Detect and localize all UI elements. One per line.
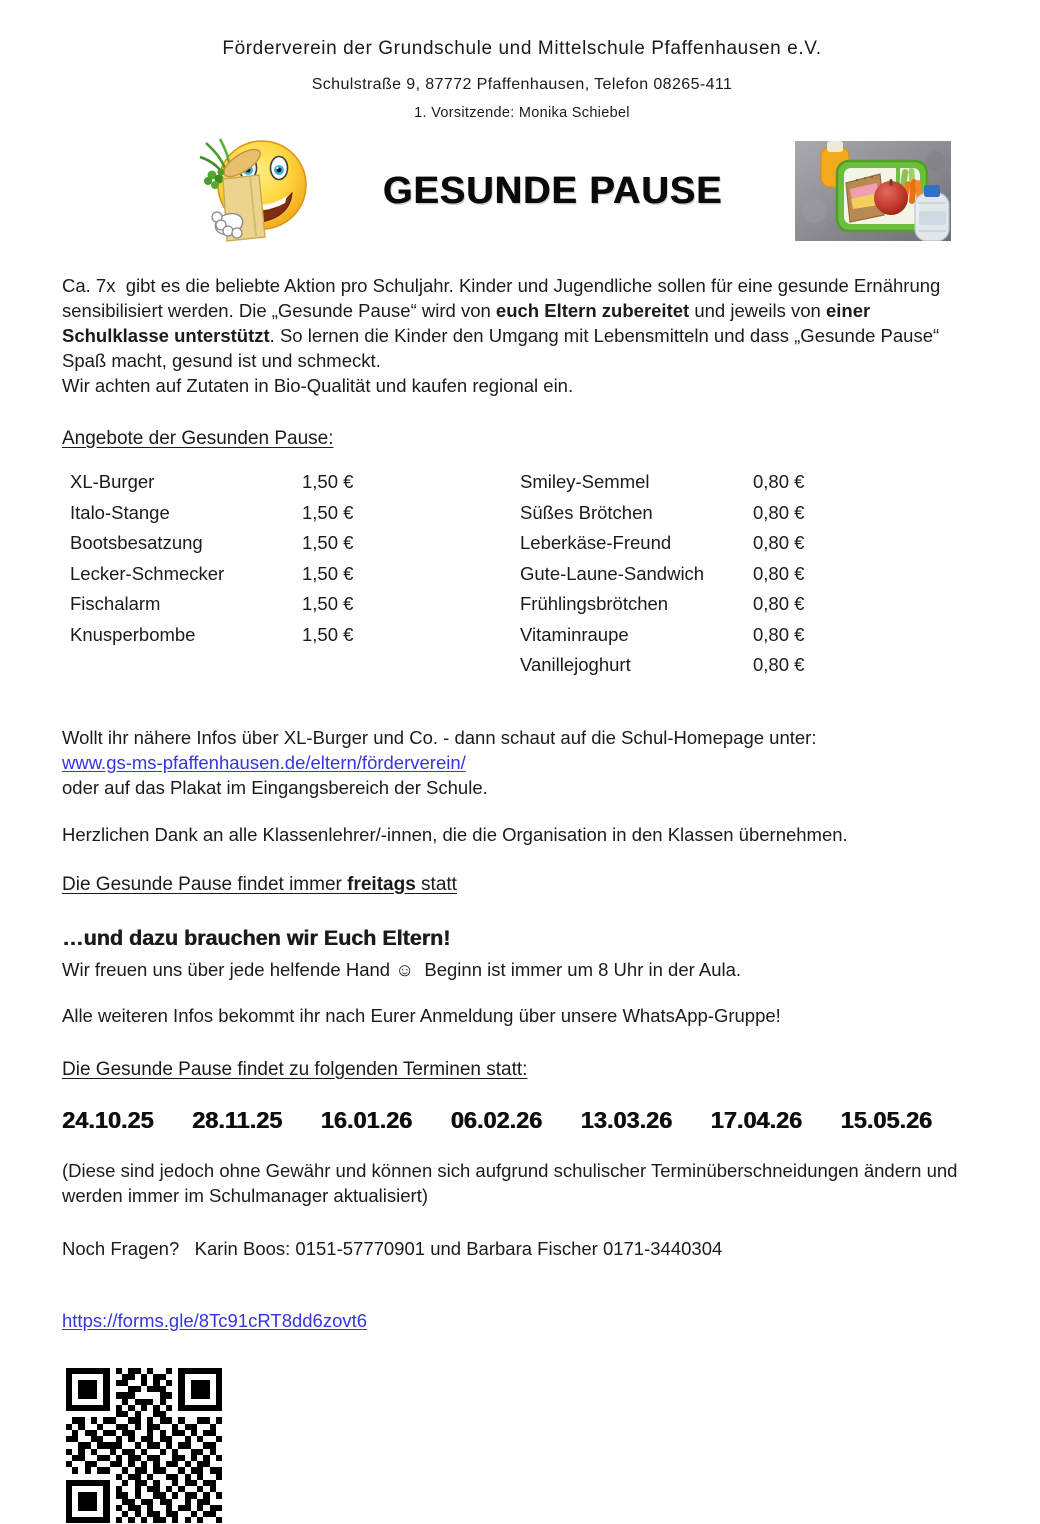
- parents-call-line: Wir freuen uns über jede helfende Hand ☺ Beginn ist immer um 8 Uhr in der Aula.: [62, 958, 742, 980]
- offer-item-name: Lecker-Schmecker: [70, 562, 225, 584]
- page-title: GESUNDE PAUSE: [382, 169, 723, 212]
- date-item: 28.11.25: [191, 1106, 283, 1133]
- association-name: Förderverein der Grundschule und Mittelschule Pfaffenhausen e.V.: [222, 38, 822, 59]
- association-address: Schulstraße 9, 87772 Pfaffenhausen, Telefon 08265-411: [311, 76, 733, 93]
- smiley-right-eye: [271, 157, 288, 180]
- date-item: 13.03.26: [580, 1106, 673, 1133]
- offer-item-price: 0,80 €: [753, 654, 805, 676]
- intro-paragraph: [62, 273, 982, 398]
- school-homepage-link[interactable]: www.gs-ms-pfaffenhausen.de/eltern/förderverein/: [62, 751, 466, 773]
- homepage-info-line-2: oder auf das Plakat im Eingangsbereich der Schule.: [62, 776, 488, 798]
- offers-heading: Angebote der Gesunden Pause:: [62, 428, 334, 449]
- offer-item-price: 0,80 €: [753, 532, 805, 554]
- date-item: 16.01.26: [320, 1106, 413, 1133]
- parents-call-heading: …und dazu brauchen wir Euch Eltern!: [62, 925, 451, 950]
- qr-code: [66, 1368, 222, 1524]
- offer-item-price: 0,80 €: [753, 501, 805, 523]
- offer-item-price: 1,50 €: [302, 501, 354, 523]
- apple: [874, 181, 908, 215]
- homepage-info-line-1: Wollt ihr nähere Infos über XL-Burger und Co. - dann schaut auf die Schul-Homepage unter:: [62, 726, 817, 748]
- offer-item-name: Smiley-Semmel: [520, 471, 650, 493]
- offer-item-name: Knusperbombe: [70, 623, 196, 645]
- offer-item-name: Fischalarm: [70, 593, 161, 615]
- offer-item-price: 0,80 €: [753, 623, 805, 645]
- offer-item-price: 1,50 €: [302, 623, 354, 645]
- date-item: 06.02.26: [450, 1106, 543, 1133]
- offer-item-name: Italo-Stange: [70, 501, 170, 523]
- offer-item-name: XL-Burger: [70, 471, 155, 493]
- date-item: 24.10.25: [62, 1106, 154, 1133]
- offer-item-name: Vitaminraupe: [520, 623, 629, 645]
- intro-bold-1: euch Eltern zubereitet: [495, 300, 690, 321]
- friday-text-1: Die Gesunde Pause findet immer: [62, 873, 348, 895]
- offer-item-price: 1,50 €: [302, 532, 354, 554]
- intro-text-2: und jeweils von: [689, 300, 826, 321]
- offer-item-price: 1,50 €: [302, 593, 354, 615]
- offer-item-name: Leberkäse-Freund: [520, 532, 672, 554]
- date-item: 15.05.26: [840, 1106, 932, 1133]
- date-item: 17.04.26: [710, 1106, 803, 1133]
- offer-item-name: Frühlingsbrötchen: [520, 593, 669, 615]
- friday-bold: freitags: [347, 873, 416, 895]
- offer-item-name: Vanillejoghurt: [520, 654, 631, 676]
- offer-item-price: 0,80 €: [753, 562, 805, 584]
- signup-form-link[interactable]: https://forms.gle/8Tc91cRT8dd6zovt6: [62, 1309, 368, 1331]
- intro-bold-2: einer Schulklasse unterstützt: [62, 300, 876, 346]
- offer-item-name: Bootsbesatzung: [70, 532, 203, 554]
- friday-text-2: statt: [415, 873, 457, 895]
- lunchbox-photo-image: [795, 141, 951, 241]
- dates-row: [62, 1107, 932, 1134]
- offers-table: [70, 467, 982, 681]
- offer-item-name: Gute-Laune-Sandwich: [520, 562, 705, 584]
- offer-item-price: 1,50 €: [302, 471, 354, 493]
- dates-disclaimer: (Diese sind jedoch ohne Gewähr und können sich aufgrund schulischer Terminüberschneidungen ändern und werden immer im Schulmanager aktualisiert): [62, 1159, 958, 1206]
- contact-line: Noch Fragen? Karin Boos: 0151-57770901 und Barbara Fischer 0171-3440304: [62, 1237, 723, 1259]
- intro-text-1: Ca. 7x gibt es die beliebte Aktion pro Schuljahr. Kinder und Jugendliche sollen für eine gesunde Ernährung sensibilisiert werden. Die „Gesunde Pause“ wird von: [62, 275, 946, 321]
- whatsapp-line: Alle weiteren Infos bekommt ihr nach Eurer Anmeldung über unsere WhatsApp-Gruppe!: [62, 1004, 781, 1026]
- smiley-grocery-image: [192, 135, 310, 247]
- intro-text-3: . So lernen die Kinder den Umgang mit Lebensmitteln und dass „Gesunde Pause“ Spaß macht, gesund ist und schmeckt.: [62, 325, 945, 371]
- offer-item-price: 0,80 €: [753, 593, 805, 615]
- friday-heading: [62, 874, 457, 896]
- banner: [62, 135, 982, 247]
- thanks-line: Herzlichen Dank an alle Klassenlehrer/-innen, die die Organisation in den Klassen übernehmen.: [62, 823, 848, 845]
- offer-item-price: 0,80 €: [753, 471, 805, 493]
- homepage-info: [62, 725, 982, 800]
- offer-item-name: Süßes Brötchen: [520, 501, 653, 523]
- offer-item-price: 1,50 €: [302, 562, 354, 584]
- dates-heading: Die Gesunde Pause findet zu folgenden Terminen statt:: [62, 1058, 528, 1080]
- intro-line-2: Wir achten auf Zutaten in Bio-Qualität und kaufen regional ein.: [62, 375, 574, 396]
- association-chairwoman: 1. Vorsitzende: Monika Schiebel: [414, 105, 630, 121]
